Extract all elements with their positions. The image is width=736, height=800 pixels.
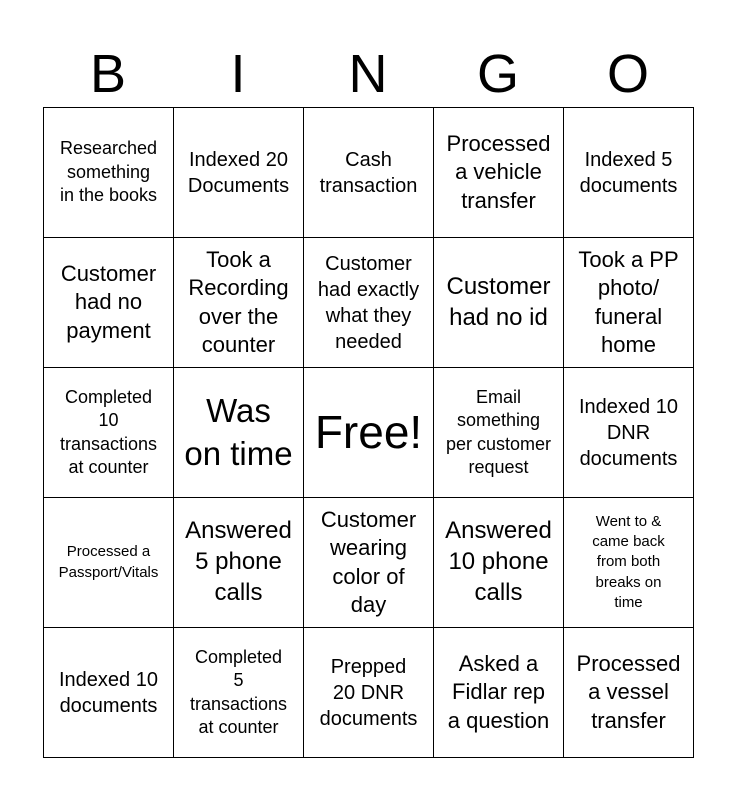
- cell-label: Prepped 20 DNR documents: [319, 655, 418, 730]
- bingo-cell-r4c4[interactable]: [434, 498, 564, 628]
- bingo-cell-r1c5[interactable]: [564, 108, 694, 238]
- cell-label: Completed 10 transactions at counter: [59, 386, 158, 477]
- bingo-cell-free[interactable]: [304, 368, 434, 498]
- bingo-cell-r5c3[interactable]: [304, 628, 434, 758]
- header-letter-g: G: [476, 44, 519, 104]
- cell-label: Indexed 10 DNR documents: [579, 395, 678, 470]
- cell-label: Took a Recording over the counter: [188, 247, 289, 357]
- bingo-cell-r3c5[interactable]: [564, 368, 694, 498]
- cell-label: Indexed 5 documents: [579, 148, 678, 197]
- bingo-cell-r3c4[interactable]: [434, 368, 564, 498]
- bingo-cell-r4c2[interactable]: [174, 498, 304, 628]
- bingo-cell-r3c1[interactable]: [44, 368, 174, 498]
- bingo-cell-r2c5[interactable]: [564, 238, 694, 368]
- cell-label: Answered 10 phone calls: [445, 517, 552, 606]
- bingo-cell-r5c5[interactable]: [564, 628, 694, 758]
- cell-label: Customer wearing color of day: [320, 507, 417, 617]
- cell-label: Was on time: [184, 392, 293, 472]
- cell-label: Cash transaction: [319, 148, 418, 197]
- cell-label: Went to & came back from both breaks on time: [592, 512, 665, 611]
- cell-label: Answered 5 phone calls: [185, 517, 292, 606]
- cell-label: Asked a Fidlar rep a question: [447, 651, 550, 733]
- bingo-cell-r1c1[interactable]: [44, 108, 174, 238]
- free-space-label: Free!: [314, 406, 423, 459]
- bingo-cell-r2c1[interactable]: [44, 238, 174, 368]
- bingo-cell-r1c4[interactable]: [434, 108, 564, 238]
- cell-label: Indexed 20 Documents: [187, 148, 290, 197]
- cell-label: Processed a vessel transfer: [576, 651, 681, 733]
- cell-label: Customer had exactly what they needed: [317, 252, 420, 353]
- bingo-cell-r4c3[interactable]: [304, 498, 434, 628]
- cell-label: Researched something in the books: [59, 138, 158, 206]
- bingo-header: [43, 40, 693, 108]
- bingo-grid: [43, 107, 694, 758]
- header-letter-n: N: [348, 44, 388, 104]
- bingo-cell-r2c4[interactable]: [434, 238, 564, 368]
- cell-label: Processed a Passport/Vitals: [58, 543, 159, 581]
- cell-label: Processed a vehicle transfer: [446, 131, 551, 213]
- bingo-cell-r5c2[interactable]: [174, 628, 304, 758]
- bingo-cell-r4c1[interactable]: [44, 498, 174, 628]
- cell-label: Completed 5 transactions at counter: [189, 646, 288, 737]
- header-letter-i: I: [230, 44, 246, 104]
- bingo-cell-r5c4[interactable]: [434, 628, 564, 758]
- cell-label: Indexed 10 documents: [59, 668, 158, 717]
- cell-label: Email something per customer request: [445, 386, 552, 477]
- bingo-cell-r2c2[interactable]: [174, 238, 304, 368]
- bingo-cell-r2c3[interactable]: [304, 238, 434, 368]
- cell-label: Customer had no payment: [60, 261, 157, 343]
- header-letter-b: B: [89, 44, 127, 104]
- header-letter-o: O: [606, 44, 649, 104]
- cell-label: Customer had no id: [446, 272, 551, 331]
- bingo-cell-r1c3[interactable]: [304, 108, 434, 238]
- bingo-cell-r4c5[interactable]: [564, 498, 694, 628]
- bingo-cell-r1c2[interactable]: [174, 108, 304, 238]
- cell-label: Took a PP photo/ funeral home: [578, 247, 679, 357]
- bingo-cell-r5c1[interactable]: [44, 628, 174, 758]
- bingo-cell-r3c2[interactable]: [174, 368, 304, 498]
